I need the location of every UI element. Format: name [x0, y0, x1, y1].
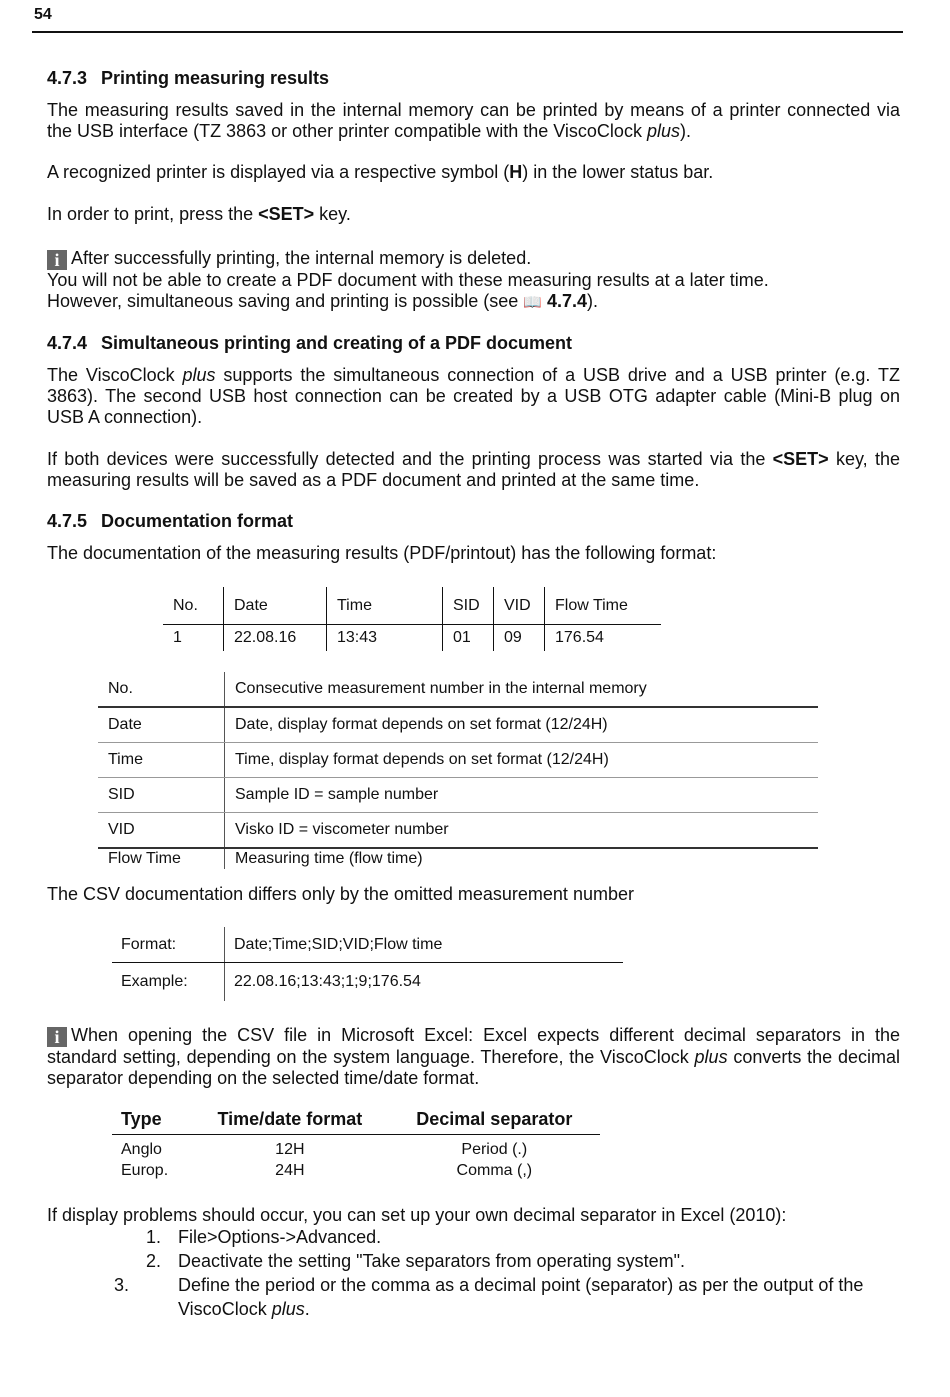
- table-row: [98, 672, 818, 707]
- legend-table: [98, 672, 818, 869]
- book-reference-icon: 📖: [523, 294, 542, 311]
- table-row: [98, 778, 818, 813]
- value: Date;Time;SID;VID;Flow time: [225, 927, 624, 963]
- label: Format:: [112, 927, 225, 963]
- header-cell: Flow Time: [545, 587, 662, 625]
- section-number: 4.7.4: [47, 333, 88, 353]
- table-row: [112, 963, 623, 1002]
- label: Example:: [112, 963, 225, 1002]
- definition: Measuring time (flow time): [235, 850, 423, 867]
- section-title: Printing measuring results: [101, 68, 330, 88]
- definition: Visko ID = viscometer number: [225, 813, 819, 849]
- table-header-row: [163, 587, 661, 625]
- paragraph: If both devices were successfully detected and the printing process was started via the <SET> key, the measuring results will be saved as a PDF document and printed at the same time.: [47, 449, 900, 490]
- info-icon: i: [47, 1027, 67, 1047]
- cell: 09: [494, 625, 545, 652]
- section-title: Simultaneous printing and creating of a PDF document: [101, 333, 573, 353]
- definition: Consecutive measurement number in the internal memory: [225, 672, 819, 707]
- paragraph: The measuring results saved in the internal memory can be printed by means of a printer connected via the USB interface (TZ 3863 or other printer compatible with the ViscoClock plus).: [47, 100, 900, 141]
- header-cell: SID: [443, 587, 494, 625]
- cell: 13:43: [327, 625, 443, 652]
- header-cell: Time: [327, 587, 443, 625]
- info-icon: i: [47, 250, 67, 270]
- section-heading-4-7-4: [47, 333, 572, 354]
- header-cell: Decimal separator: [389, 1104, 600, 1135]
- term: VID: [98, 813, 225, 849]
- list-item: 3. Define the period or the comma as a decimal point (separator) as per the output of the ViscoClock plus.: [114, 1275, 864, 1319]
- header-rule: [32, 31, 903, 33]
- cell: 01: [443, 625, 494, 652]
- cell: 176.54: [545, 625, 662, 652]
- header-cell: VID: [494, 587, 545, 625]
- term: Time: [98, 743, 225, 778]
- paragraph: The CSV documentation differs only by the omitted measurement number: [47, 884, 634, 904]
- paragraph: If display problems should occur, you can set up your own decimal separator in Excel (2010):: [47, 1205, 787, 1225]
- header-cell: Type: [112, 1104, 191, 1135]
- table-header-row: [112, 1104, 600, 1135]
- cell: 22.08.16: [224, 625, 327, 652]
- term: No.: [98, 672, 225, 707]
- info-note: i After successfully printing, the internal memory is deleted. You will not be able to create a PDF document with these measuring results at a later time. However, simultaneous saving and printing is possible (see 📖 4.7.4).: [47, 248, 769, 311]
- cell: Period (.): [461, 1140, 528, 1158]
- table-row: [98, 848, 818, 869]
- paragraph: A recognized printer is displayed via a respective symbol (H) in the lower status bar.: [47, 162, 714, 182]
- term: Flow Time: [98, 848, 225, 869]
- table-row: [112, 1135, 600, 1161]
- table-row: [98, 743, 818, 778]
- definition: Date, display format depends on set format (12/24H): [225, 707, 819, 743]
- section-number: 4.7.5: [47, 511, 88, 531]
- header-cell: Date: [224, 587, 327, 625]
- cell: Anglo: [121, 1140, 162, 1158]
- list-item: 2. Deactivate the setting "Take separators from operating system".: [146, 1251, 686, 1271]
- section-number: 4.7.3: [47, 68, 88, 88]
- cell: 24H: [275, 1161, 305, 1179]
- section-heading-4-7-3: [47, 68, 329, 89]
- term: Date: [98, 707, 225, 743]
- paragraph: The documentation of the measuring results (PDF/printout) has the following format:: [47, 543, 717, 563]
- table-row: [98, 707, 818, 743]
- table-row: [98, 813, 818, 849]
- header-cell: No.: [163, 587, 224, 625]
- separator-table: [112, 1104, 600, 1181]
- header-cell: Time/date format: [191, 1104, 389, 1135]
- definition: Sample ID = sample number: [225, 778, 819, 813]
- section-heading-4-7-5: [47, 511, 293, 532]
- cell: 1: [173, 629, 182, 646]
- term: SID: [98, 778, 225, 813]
- table-row: [163, 625, 661, 652]
- cell: 12H: [275, 1140, 305, 1158]
- info-note: i When opening the CSV file in Microsoft Excel: Excel expects different decimal separators in the standard setting, depending on the system language. Therefore, the ViscoClock plus converts the decimal separator depending on the selected time/date format.: [47, 1025, 900, 1088]
- format-table: [163, 587, 661, 651]
- csv-table: [112, 927, 623, 1001]
- cell: Comma (,): [456, 1161, 533, 1179]
- paragraph: In order to print, press the <SET> key.: [47, 204, 351, 224]
- page-number: 54: [34, 6, 52, 23]
- table-row: [112, 1160, 600, 1181]
- list-item: 1. File>Options->Advanced.: [146, 1227, 382, 1247]
- value: 22.08.16;13:43;1;9;176.54: [234, 973, 421, 990]
- section-title: Documentation format: [101, 511, 294, 531]
- definition: Time, display format depends on set format (12/24H): [225, 743, 819, 778]
- cell: Europ.: [121, 1161, 169, 1179]
- paragraph: The ViscoClock plus supports the simultaneous connection of a USB drive and a USB printer (e.g. TZ 3863). The second USB host connection can be created by a USB OTG adapter cable (Mini-B plug on USB A connection).: [47, 365, 900, 427]
- table-row: [112, 927, 623, 963]
